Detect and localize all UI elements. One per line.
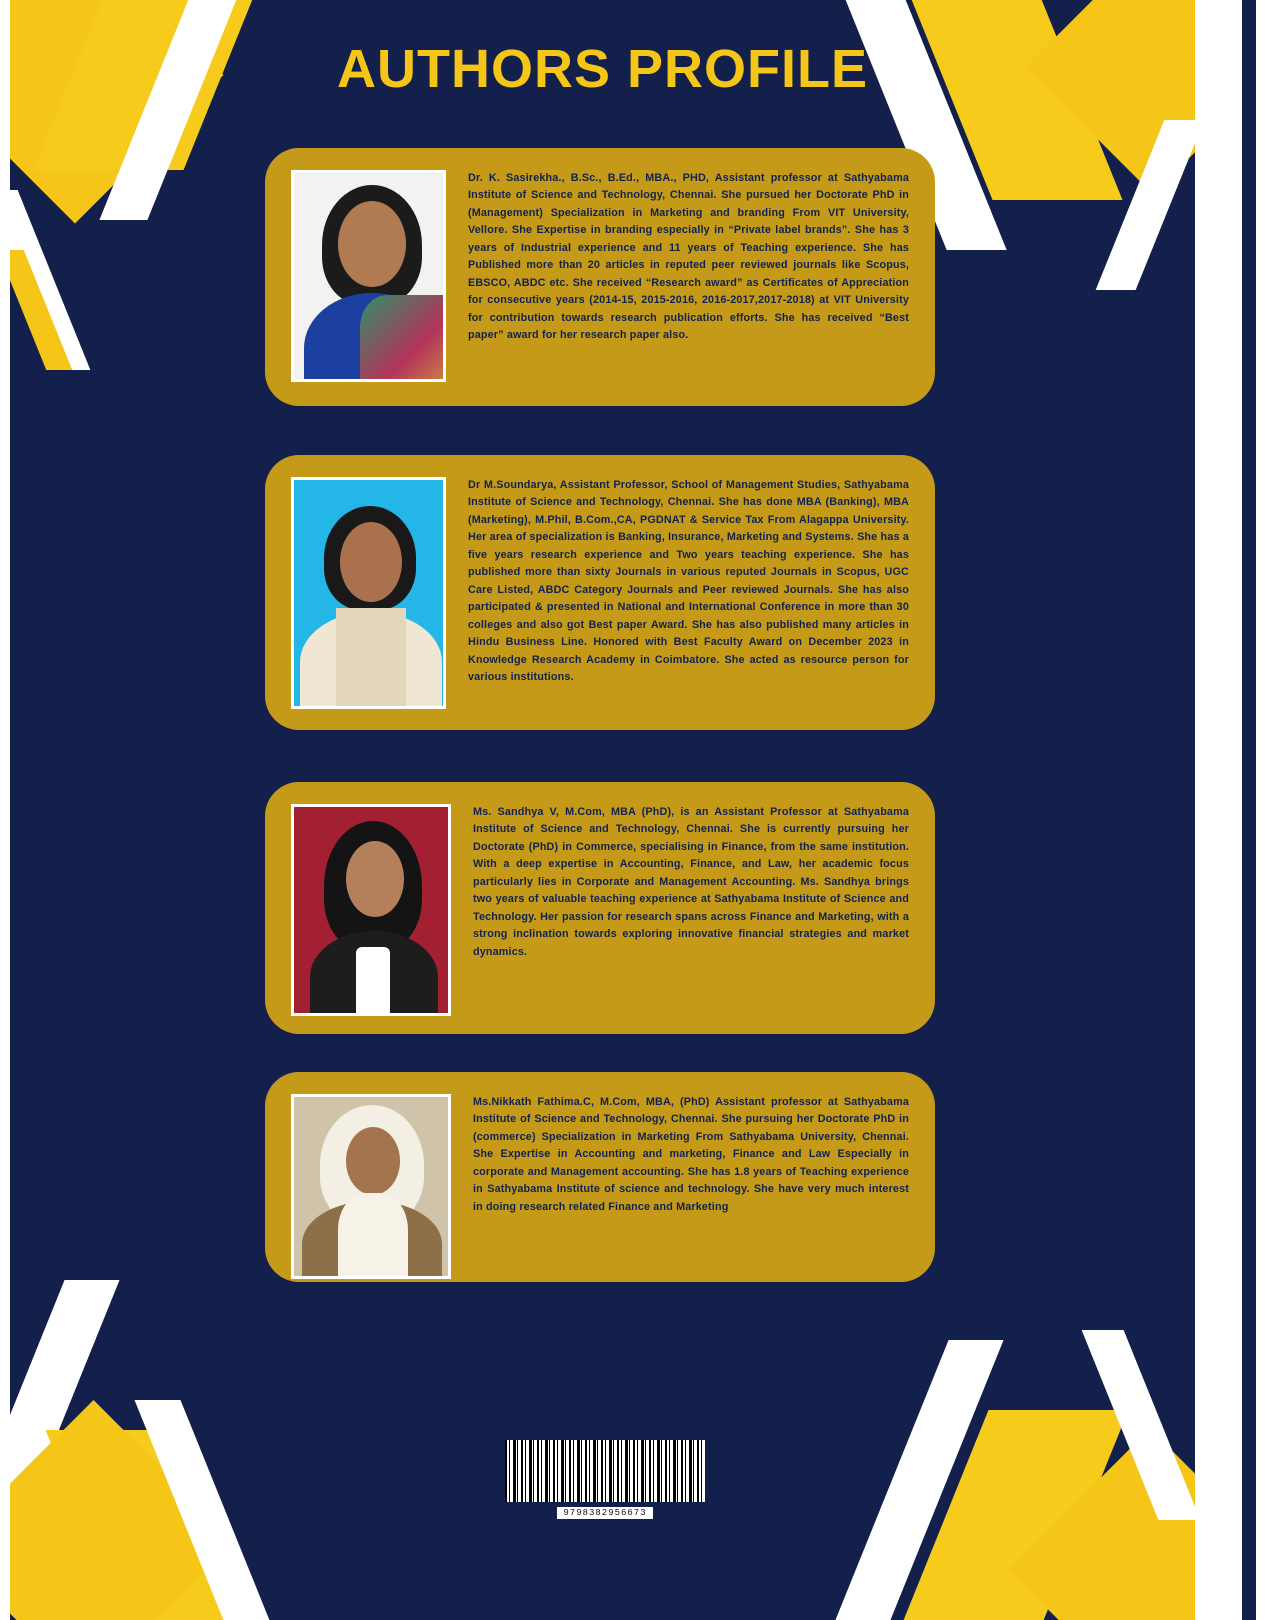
author-bio: Dr. K. Sasirekha., B.Sc., B.Ed., MBA., PHD, Assistant professor at Sathyabama Institute of Science and Technology, Chennai. She pursued her Doctorate PhD in (Management) Specialization in Marketing and branding From VIT University, Vellore. She Expertise in branding especially in “Private label brands”. She has 3 years of Industrial experience and 11 years of Teaching experience. She has Published more than 20 articles in reputed peer reviewed journals like Scopus, EBSCO, ABDC etc. She received “Research award” as Certificates of Appreciation for consecutive years (2014-15, 2015-2016, 2016-2017,2017-2018) at VIT University for contribution towards research publication efforts. She has received “Best paper” award for her research paper also.: [468, 172, 909, 342]
author-bio: Ms. Sandhya V, M.Com, MBA (PhD), is an Assistant Professor at Sathyabama Institute of Science and Technology, Chennai. She is currently pursuing her Doctorate (PhD) in Commerce, specialising in Finance, from the same institution. With a deep expertise in Accounting, Finance, and Law, her academic focus particularly lies in Corporate and Management Accounting. Ms. Sandhya brings two years of valuable teaching experience at Sathyabama Institute of Science and Technology. Her passion for research spans across Finance and Marketing, with a strong inclination towards exploring innovative financial strategies and market dynamics.: [473, 806, 909, 958]
author-card: [265, 148, 935, 406]
author-card: [265, 782, 935, 1034]
barcode-block: [505, 1440, 705, 1520]
author-bio: Dr M.Soundarya, Assistant Professor, School of Management Studies, Sathyabama Institute of Science and Technology, Chennai. She has done MBA (Banking), MBA (Marketing), M.Phil, B.Com.,CA, PGDNAT & Service Tax From Alagappa University. Her area of specialization is Banking, Insurance, Marketing and Systems. She has a five years research experience and Two years teaching experience. She has published more than sixty Journals in various reputed Journals in Scopus, UGC Care Listed, ABDC Category Journals and Peer reviewed Journals. She has also participated & presented in National and International Conference in more than 30 colleges and also got Best paper Award. She has also published many articles in Hindu Business Line. Honored with Best Faculty Award on December 2023 in Knowledge Research Academy in Coimbatore. She acted as resource person for various institutions.: [468, 479, 909, 684]
barcode-image: [505, 1440, 705, 1502]
author-card: [265, 1072, 935, 1282]
author-card: [265, 455, 935, 730]
page-title: AUTHORS PROFILE: [336, 39, 868, 99]
author-bio: Ms.Nikkath Fathima.C, M.Com, MBA, (PhD) Assistant professor at Sathyabama Institute of Science and Technology, Chennai. She pursuing her Doctorate PhD in (commerce) Specialization in Marketing From Sathyabama University, Chennai. She Expertise in Accounting and marketing, Finance and Law Especially in corporate and Management accounting. She has 1.8 years of Teaching experience in Sathyabama Institute of science and technology. She have very much interest in doing research related Finance and Marketing: [473, 1096, 909, 1213]
author-photo-1: [291, 170, 446, 382]
barcode-number: 9798382956673: [557, 1507, 652, 1519]
cover-right-navy-strip: [1242, 0, 1256, 1620]
cover-panel: [10, 0, 1195, 1620]
author-photo-3: [291, 804, 451, 1016]
author-photo-4: [291, 1094, 451, 1279]
author-photo-2: [291, 477, 446, 709]
